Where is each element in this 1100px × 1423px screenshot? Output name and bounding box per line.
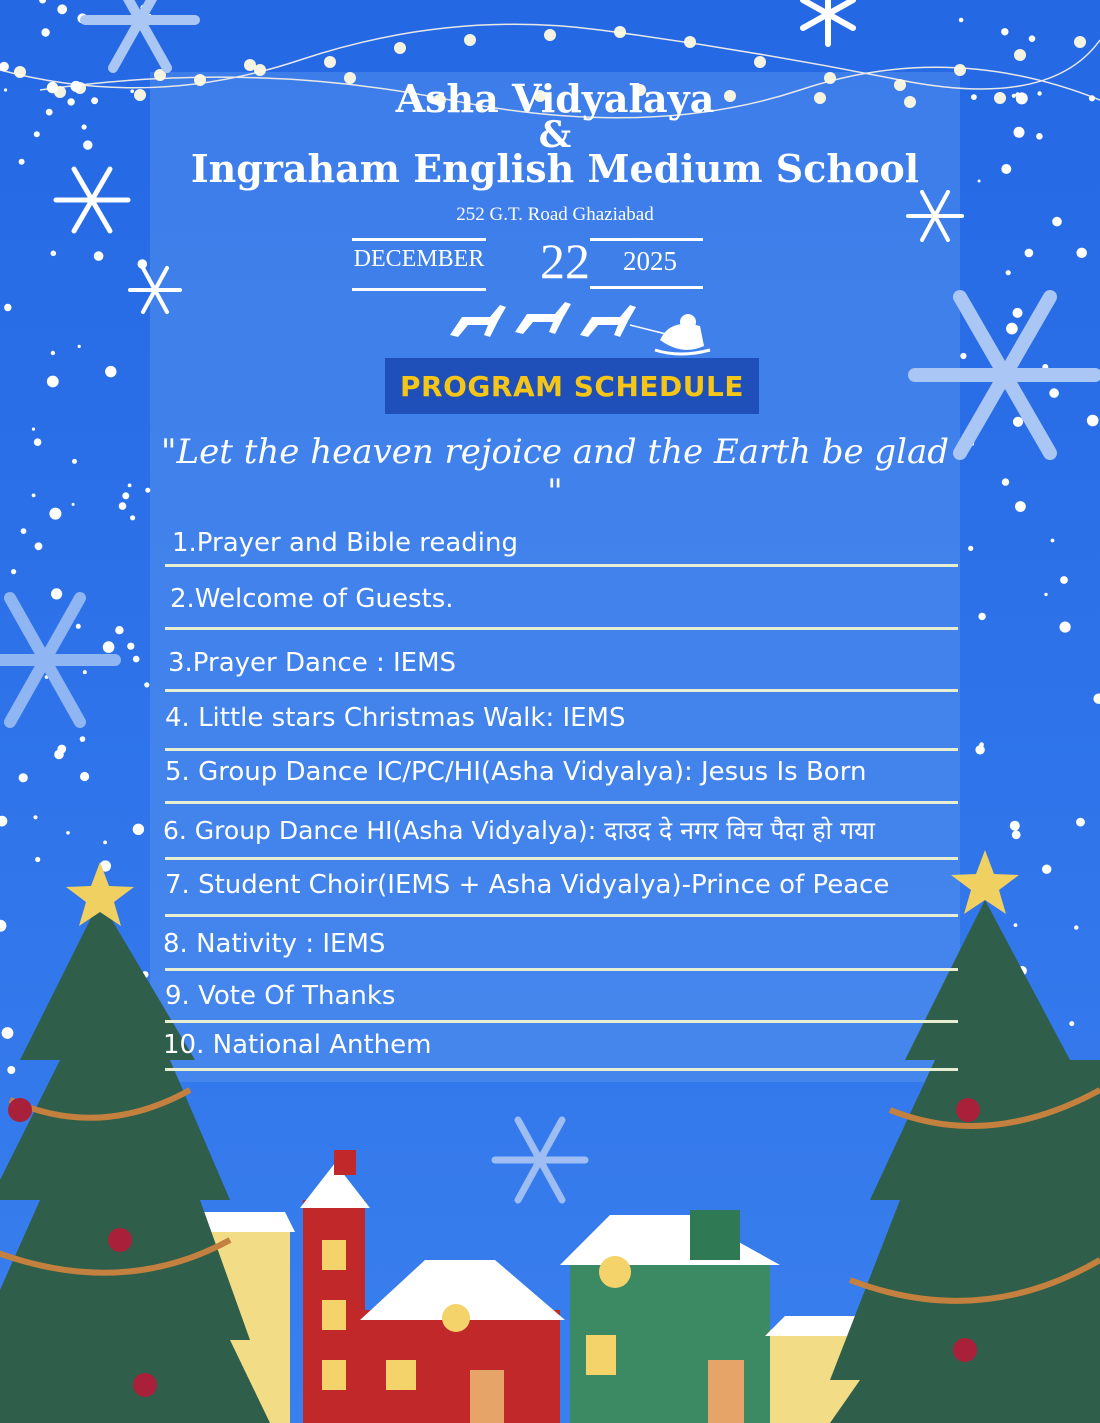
snow-dot-icon [1006,270,1011,275]
snow-dot-icon [1036,133,1043,140]
snow-dot-icon [1015,92,1020,97]
snowflake-icon [495,1120,585,1200]
snow-dot-icon [78,345,81,348]
snow-dot-icon [21,528,27,534]
schedule-divider [165,1020,958,1023]
snowflake-icon [85,0,195,68]
snow-dot-icon [1037,91,1041,95]
school-name-secondary: Ingraham English Medium School [190,146,920,191]
snow-dot-icon [1012,830,1021,839]
snow-dot-icon [1015,501,1026,512]
schedule-item: 6. Group Dance HI(Asha Vidyalya): दाउद दे नगर विच पैदा हो गया [163,816,876,845]
schedule-divider [165,857,958,860]
snow-dot-icon [1025,249,1034,258]
schedule-item: 2.Welcome of Guests. [170,584,454,614]
snow-dot-icon [47,376,59,388]
snow-dot-icon [1006,323,1018,335]
light-bulb-icon [544,29,556,41]
snow-dot-icon [57,4,67,14]
snow-dot-icon [1001,28,1008,35]
snow-dot-icon [80,772,89,781]
snow-dot-icon [1014,923,1018,927]
snow-dot-icon [1042,865,1051,874]
schedule-divider [165,968,958,971]
snow-dot-icon [7,1066,15,1074]
schedule-item: 7. Student Choir(IEMS + Asha Vidyalya)-Prince of Peace [165,870,890,900]
snow-dot-icon [1060,622,1071,633]
schedule-item: 10. National Anthem [163,1030,432,1060]
snow-dot-icon [1089,95,1095,101]
schedule-divider [165,748,958,751]
snow-dot-icon [35,857,40,862]
snow-dot-icon [80,736,86,742]
house-red-tower-icon [300,1150,370,1423]
snow-dot-icon [0,62,9,72]
snow-dot-icon [971,94,977,100]
snow-dot-icon [2,1027,14,1039]
snow-dot-icon [51,588,62,599]
date-rule [590,286,703,289]
snow-dot-icon [1002,478,1009,485]
date-rule [352,288,486,291]
snow-dot-icon [103,641,115,653]
program-schedule-banner [385,358,759,414]
snow-dot-icon [133,824,144,835]
schedule-divider [165,801,958,804]
date-rule [590,238,703,241]
snow-dot-icon [128,484,132,488]
reindeer-sleigh-icon [450,302,710,354]
snow-dot-icon [1001,164,1011,174]
date-month: DECEMBER [353,246,485,272]
snow-dot-icon [4,88,7,91]
snow-dot-icon [0,816,7,827]
snow-dot-icon [71,81,82,92]
snow-dot-icon [67,98,74,105]
light-bulb-icon [1074,36,1086,48]
house-red-icon [360,1260,565,1423]
snow-dot-icon [119,502,127,510]
banner-text: PROGRAM SCHEDULE [400,369,744,403]
snow-dot-icon [1013,417,1023,427]
snow-dot-icon [959,18,964,23]
schedule-divider [165,689,958,692]
snow-dot-icon [1093,694,1100,704]
snow-dot-icon [1052,217,1062,227]
snow-dot-icon [0,920,6,932]
light-bulb-icon [134,89,146,101]
school-address: 252 G.T. Road Ghaziabad [456,204,654,225]
snow-dot-icon [83,140,92,149]
snow-dot-icon [41,28,49,36]
snow-dot-icon [1051,539,1055,543]
snowflake-icon [803,0,853,44]
snow-dot-icon [1010,821,1020,831]
snow-dot-icon [72,503,75,506]
schedule-item: 1.Prayer and Bible reading [172,528,518,558]
snow-dot-icon [105,366,116,377]
snow-dot-icon [66,831,70,835]
snow-dot-icon [11,569,16,574]
snow-dot-icon [1013,308,1023,318]
snow-dot-icon [1087,415,1099,427]
snow-dot-icon [54,750,64,760]
snowflake-icon [915,297,1095,453]
light-bulb-icon [1014,49,1026,61]
snow-dot-icon [130,89,134,93]
schedule-divider [165,1068,958,1071]
light-bulb-icon [394,42,406,54]
date-year: 2025 [623,246,677,276]
light-bulb-icon [614,26,626,38]
house-green-icon [560,1210,780,1423]
schedule-divider [165,564,958,567]
snow-dot-icon [82,124,87,129]
snow-dot-icon [144,682,149,687]
school-name-primary: Asha Vidyalaya [395,76,715,121]
snow-dot-icon [1044,593,1047,596]
snow-dot-icon [51,351,55,355]
snow-dot-icon [1060,576,1068,584]
snow-dot-icon [32,494,36,498]
date-day: 22 [540,233,590,289]
schedule-item: 5. Group Dance IC/PC/HI(Asha Vidyalya): Jesus Is Born [165,757,867,787]
schedule-item: 3.Prayer Dance : IEMS [168,648,457,678]
snow-dot-icon [32,428,35,431]
snow-dot-icon [115,626,123,634]
snow-dot-icon [46,109,53,116]
snow-dot-icon [975,745,984,754]
snow-dot-icon [4,304,11,311]
snowflake-icon [130,268,180,312]
snow-dot-icon [1077,248,1087,258]
snow-dot-icon [130,515,135,520]
snow-dot-icon [35,542,43,550]
snow-dot-icon [127,643,134,650]
snow-dot-icon [1074,925,1078,929]
light-bulb-icon [14,66,26,78]
schedule-divider [165,627,958,630]
snow-dot-icon [49,508,61,520]
snowflake-icon [0,598,115,722]
schedule-item: 4. Little stars Christmas Walk: IEMS [165,703,626,733]
snow-dot-icon [122,492,129,499]
light-bulb-icon [244,59,256,71]
light-bulb-icon [324,56,336,68]
light-bulb-icon [754,56,766,68]
snow-dot-icon [19,773,28,782]
light-bulb-icon [954,64,966,76]
snow-dot-icon [1049,388,1059,398]
snow-dot-icon [76,624,81,629]
snow-dot-icon [978,180,981,183]
snow-dot-icon [19,159,25,165]
schedule-divider [165,914,958,917]
schedule-item: 9. Vote Of Thanks [165,981,396,1011]
snow-dot-icon [51,251,57,257]
snow-dot-icon [39,0,46,4]
snow-dot-icon [33,815,37,819]
snow-dot-icon [47,82,58,93]
scripture-quote: "Let the heaven rejoice and the Earth be glad " [160,432,950,512]
snowflake-icon [56,169,128,231]
snow-dot-icon [1069,1021,1074,1026]
light-bulb-icon [684,36,696,48]
snow-dot-icon [94,251,104,261]
snow-dot-icon [91,97,98,104]
light-bulb-icon [464,34,476,46]
snow-dot-icon [34,438,42,446]
ampersand: & [538,114,572,156]
light-bulb-icon [994,92,1006,104]
schedule-item: 8. Nativity : IEMS [163,929,386,959]
snow-dot-icon [72,459,77,464]
date-rule [352,238,486,241]
snow-dot-icon [83,670,87,674]
christmas-tree-left-icon [0,900,270,1423]
snow-dot-icon [133,656,140,663]
snow-dot-icon [103,841,107,845]
snow-dot-icon [1014,127,1025,138]
snow-dot-icon [978,613,985,620]
snow-dot-icon [34,131,40,137]
snow-dot-icon [1029,35,1036,42]
christmas-tree-right-icon [830,900,1100,1423]
snow-dot-icon [960,353,966,359]
snow-dot-icon [1012,94,1016,98]
snow-dot-icon [968,546,973,551]
snow-dot-icon [1076,818,1085,827]
